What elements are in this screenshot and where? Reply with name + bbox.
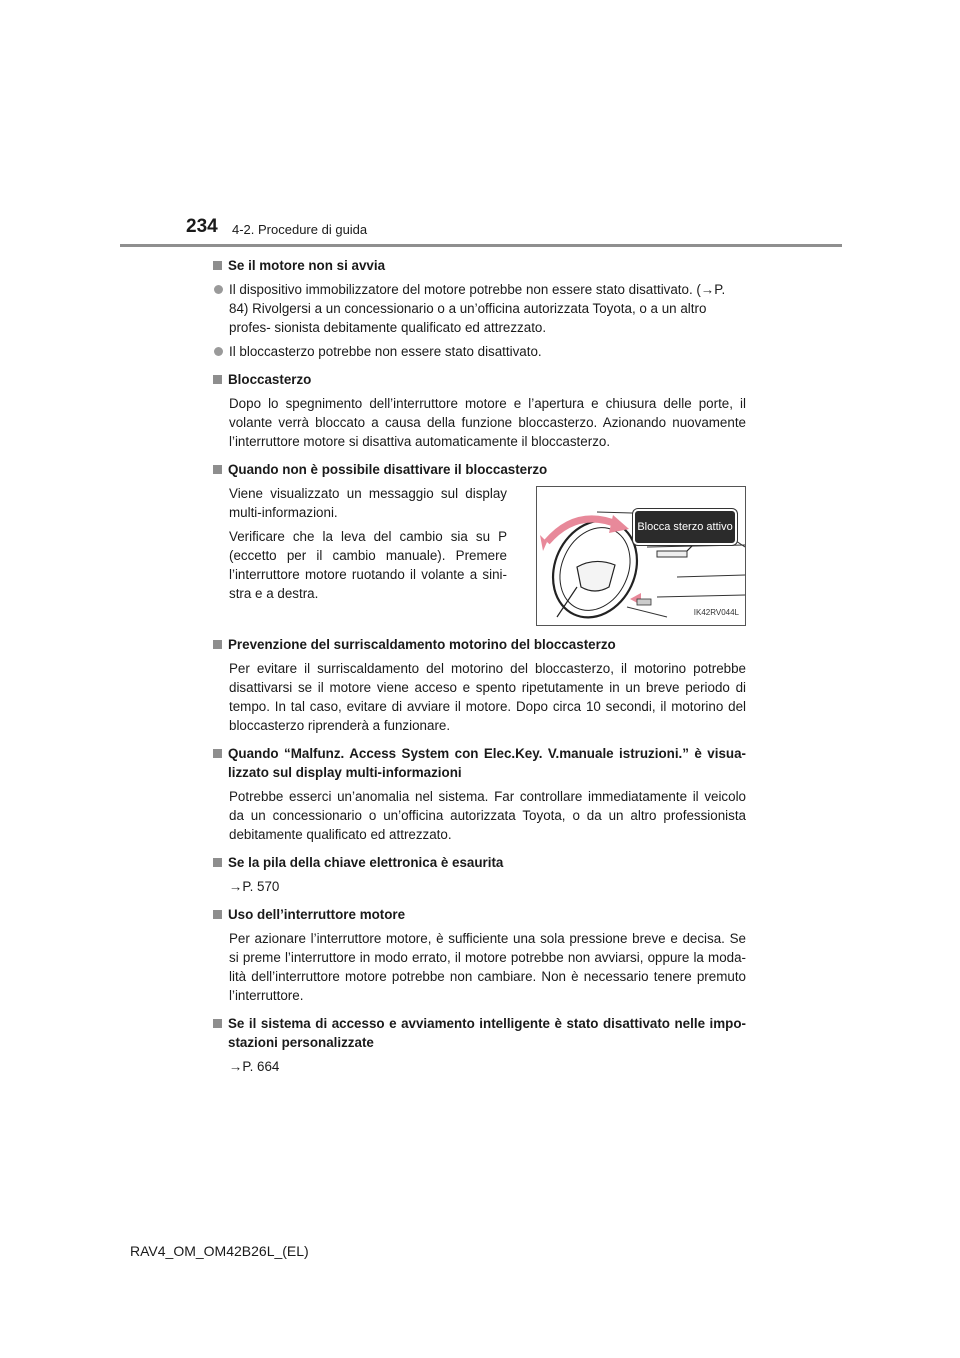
bullet-immobilizer: Il dispositivo immobilizzatore del motore potrebbe non essere stato disattivato. (→P. 84) Rivolgersi a un concessionario o a un’officina autorizzata Toyota, o a un altro profes- sionista debitamente qualificato ed attrezzato. <box>212 280 746 337</box>
section-title: 4-2. Procedure di guida <box>232 222 368 237</box>
heading-malfunction-message: Quando “Malfunz. Access System con Elec.Key. V.manuale istruzioni.” è visua- lizzato sul display multi-informazioni <box>212 744 746 782</box>
heading-key-battery-depleted: Se la pila della chiave elettronica è esaurita <box>212 853 746 872</box>
heading-engine-switch-use: Uso dell’interruttore motore <box>212 905 746 924</box>
heading-overheat-prevention: Prevenzione del surriscaldamento motorino del bloccasterzo <box>212 635 746 654</box>
engine-switch-use-text: Per azionare l’interruttore motore, è sufficiente una sola pressione breve e decisa. Se si preme l’interruttore in modo errato, il motore potrebbe non avviarsi, oppure la moda- lità dell’interruttore motore potrebbe non cambiare. Non è necessario tenere premuto l’interruttore. <box>229 931 746 1003</box>
smart-system-reference: →P. 664 <box>229 1059 280 1074</box>
release-lock-text <box>212 484 507 626</box>
heading-engine-not-starting: Se il motore non si avvia <box>212 256 746 275</box>
bullet-steering-lock: Il bloccasterzo potrebbe non essere stato disattivato. <box>212 342 746 361</box>
figure-code: IK42RV044L <box>693 608 739 617</box>
release-lock-block <box>212 484 746 626</box>
overheat-prevention-text: Per evitare il surriscaldamento del motorino del bloccasterzo, il motorino potrebbe disattivarsi se il motore viene acceso e spento ripetutamente in un breve periodo di tempo. In tal caso, evitare di avviare il motore. Dopo circa 10 secondi, il motorino del bloccasterzo riprenderà a funzionare. <box>229 661 746 733</box>
display-message: Blocca sterzo attivo <box>633 509 737 545</box>
header-rule <box>120 244 842 247</box>
heading-smart-system-disabled: Se il sistema di accesso e avviamento intelligente è stato disattivato nelle impo- stazioni personalizzate <box>212 1014 746 1052</box>
page-content <box>212 256 746 1076</box>
heading-cannot-release-lock: Quando non è possibile disattivare il bloccasterzo <box>212 460 746 479</box>
release-lock-p1: Viene visualizzato un messaggio sul display multi-informazioni. <box>229 486 507 520</box>
heading-steering-lock: Bloccasterzo <box>212 370 746 389</box>
malfunction-message-text: Potrebbe esserci un’anomalia nel sistema. Far controllare immediatamente il veicolo da un concessionario o un’officina autorizzata Toyota, o da un altro professionista debitamente qualificato ed attrezzato. <box>229 789 746 842</box>
steering-lock-text: Dopo lo spegnimento dell’interruttore motore e l’apertura e chiusura delle porte, il volante verrà bloccato a causa della funzione bloccasterzo. Azionando nuovamente l’interruttore motore si disattiva automaticamente il bloccasterzo. <box>229 396 746 449</box>
page-number: 234 <box>186 216 218 237</box>
release-lock-p2: Verificare che la leva del cambio sia su P (eccetto per il cambio manuale). Premere l’interruttore motore ruotando il volante a sini- stra e a destra. <box>229 529 507 601</box>
key-battery-reference: →P. 570 <box>229 879 280 894</box>
steering-lock-illustration <box>536 486 746 626</box>
footer-code: RAV4_OM_OM42B26L_(EL) <box>130 1243 309 1259</box>
